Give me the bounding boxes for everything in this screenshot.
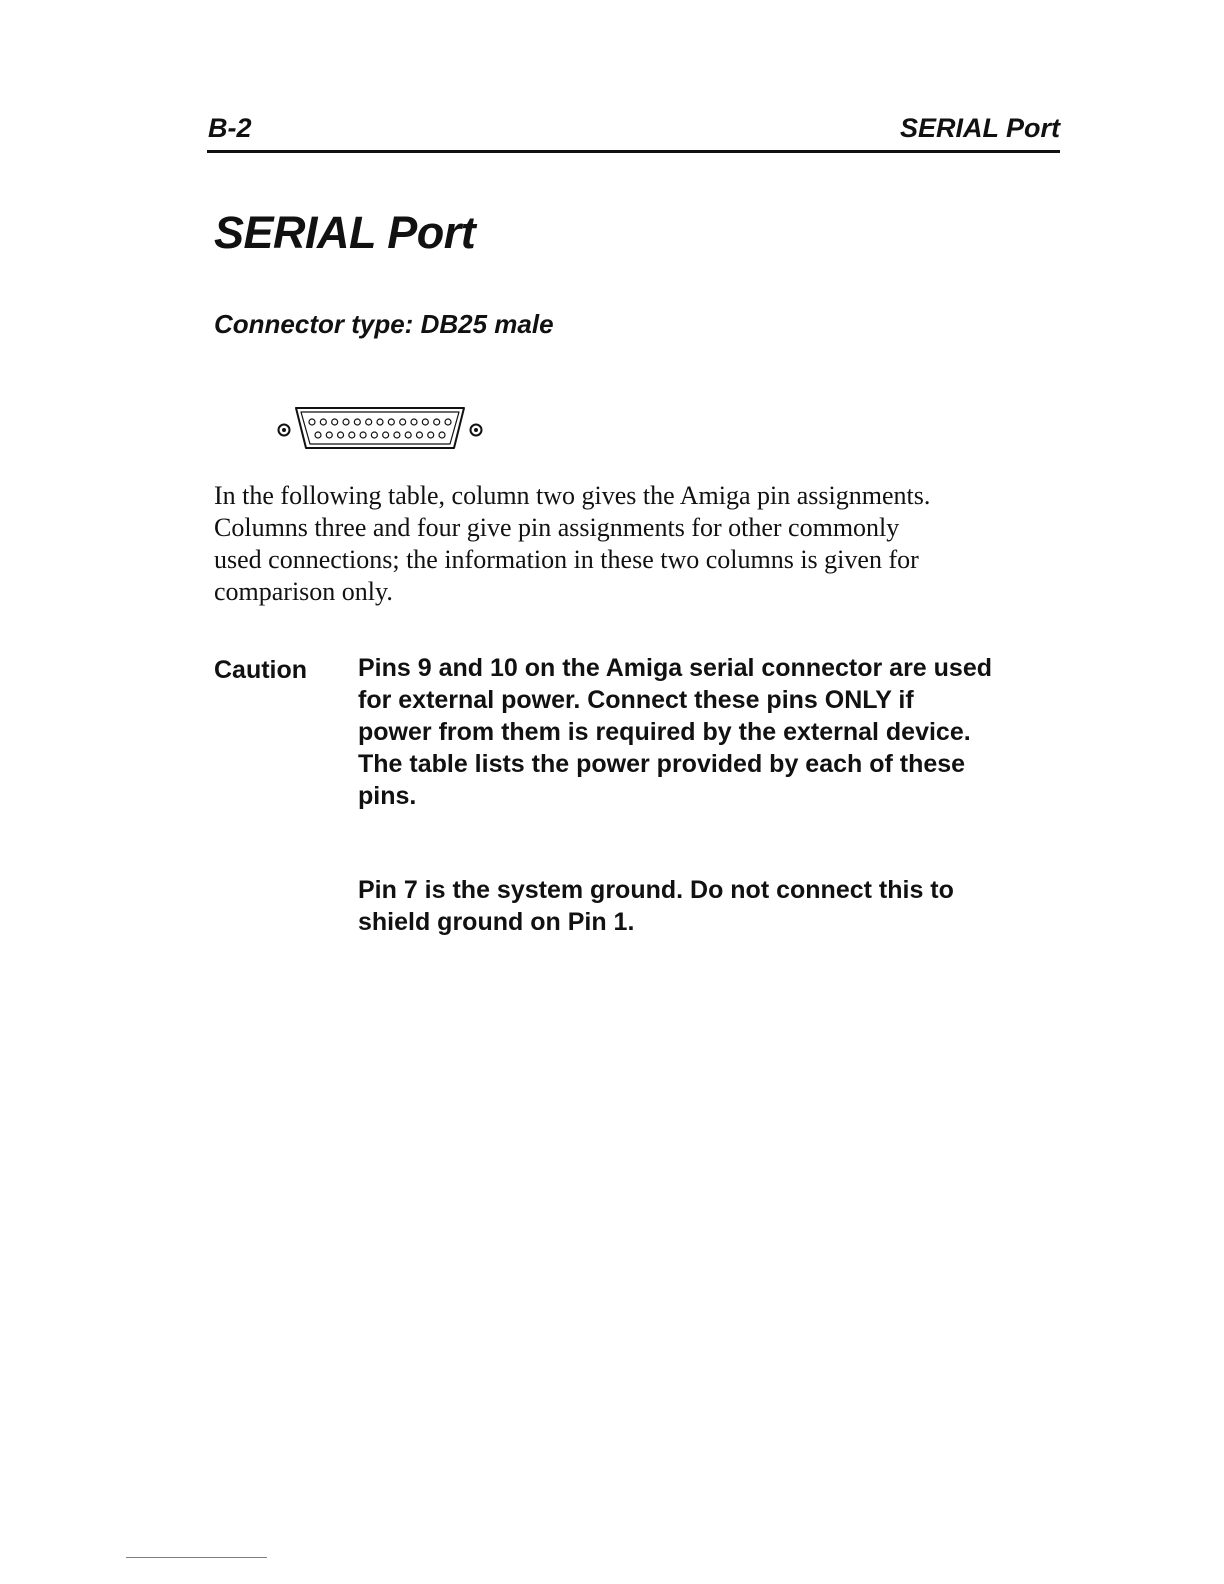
bottom-row-pin xyxy=(439,432,445,438)
connector-shell-inner xyxy=(301,412,459,444)
bottom-row-pin xyxy=(349,432,355,438)
caution-line: power from them is required by the external device. xyxy=(358,718,971,746)
caution-line: Pin 7 is the system ground. Do not connect this to xyxy=(358,876,954,904)
intro-paragraph xyxy=(214,480,1074,608)
top-row-pin xyxy=(366,419,372,425)
bottom-row-pin xyxy=(326,432,332,438)
caution-line: shield ground on Pin 1. xyxy=(358,908,635,936)
footer-rule xyxy=(126,1557,267,1558)
bottom-row-pin xyxy=(315,432,321,438)
bottom-row-pin xyxy=(394,432,400,438)
top-row-pin xyxy=(400,419,406,425)
top-row-pin xyxy=(354,419,360,425)
header-rule xyxy=(207,150,1060,153)
bottom-row-pin xyxy=(405,432,411,438)
running-head: SERIAL Port xyxy=(899,113,1060,143)
intro-line: comparison only. xyxy=(214,577,393,606)
page-title: SERIAL Port xyxy=(214,207,476,258)
top-row-pin xyxy=(377,419,383,425)
top-row-pin xyxy=(434,419,440,425)
connector-type-subtitle: Connector type: DB25 male xyxy=(214,309,554,339)
left-mounting-screw-icon xyxy=(279,425,290,436)
top-row-pin xyxy=(320,419,326,425)
caution-line: The table lists the power provided by each of these xyxy=(358,750,966,778)
top-row-pin xyxy=(332,419,338,425)
intro-line: used connections; the information in these two columns is given for xyxy=(214,545,919,574)
top-row-pin xyxy=(445,419,451,425)
bottom-row-pin xyxy=(416,432,422,438)
top-row-pin xyxy=(343,419,349,425)
intro-line: Columns three and four give pin assignments for other commonly xyxy=(214,513,900,542)
caution-label: Caution xyxy=(214,656,308,684)
caution-line: Pins 9 and 10 on the Amiga serial connector are used xyxy=(358,654,992,682)
bottom-row-pin xyxy=(338,432,344,438)
top-row-pin xyxy=(388,419,394,425)
bottom-row-pin xyxy=(428,432,434,438)
bottom-row-pin xyxy=(360,432,366,438)
top-row-pin xyxy=(422,419,428,425)
caution-line: pins. xyxy=(358,782,417,810)
bottom-row-pin xyxy=(383,432,389,438)
top-row-pin xyxy=(411,419,417,425)
bottom-row-pin xyxy=(371,432,377,438)
connector-shell-outer xyxy=(296,408,464,448)
caution-paragraph-ground xyxy=(358,874,1058,938)
page-number: B-2 xyxy=(208,113,252,143)
top-row-pin xyxy=(309,419,315,425)
right-mounting-screw-icon xyxy=(471,425,482,436)
caution-line: for external power. Connect these pins ONLY if xyxy=(358,686,914,714)
db25-connector-diagram xyxy=(272,398,488,458)
intro-line: In the following table, column two gives the Amiga pin assignments. xyxy=(214,481,931,510)
caution-paragraph-power xyxy=(358,652,1058,812)
